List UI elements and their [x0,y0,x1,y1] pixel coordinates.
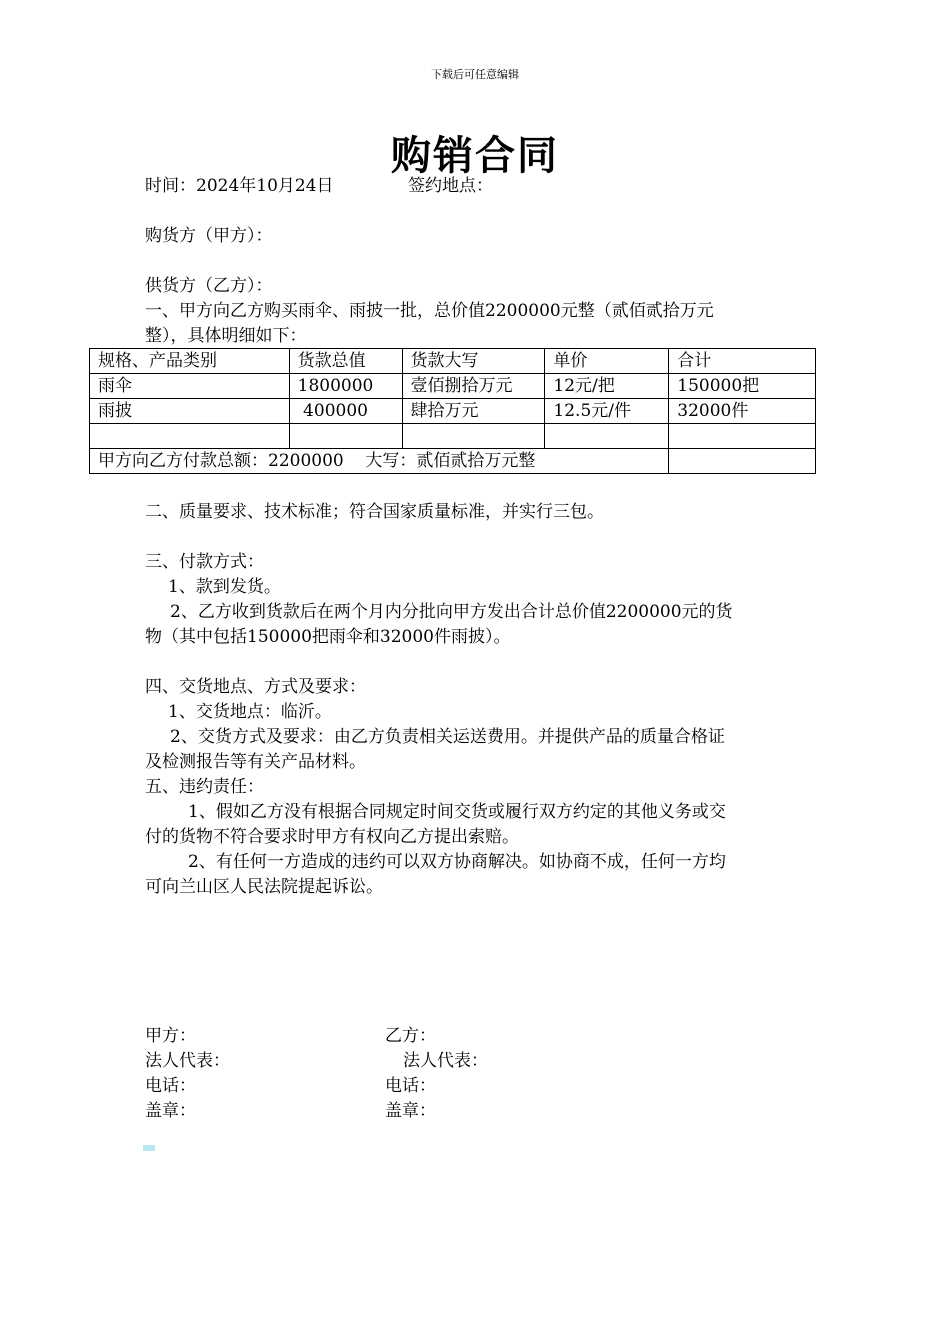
table-header-row [90,349,816,374]
table-cell: 400000 [289,399,402,424]
header-note: 下载后可任意编辑 [431,68,519,81]
table-total-row [90,449,816,474]
signing-location-label: 签约地点： [408,176,493,196]
party-b-seal: 盖章： [385,1101,436,1121]
table-header-cell: 货款大写 [402,349,545,374]
table-row [90,424,816,449]
table-cell [545,424,669,449]
section-3-item-1: 1、款到发货。 [168,577,281,597]
section-3-item-2-line-1: 2、乙方收到货款后在两个月内分批向甲方发出合计总价值2200000元的货 [170,602,733,622]
table-cell: 32000件 [669,399,816,424]
table-row [90,374,816,399]
table-row [90,399,816,424]
section-5-item-2-line-1: 2、有任何一方造成的违约可以双方协商解决。如协商不成，任何一方均 [188,852,726,872]
section-5-item-1-line-1: 1、假如乙方没有根据合同规定时间交货或履行双方约定的其他义务或交 [188,802,726,822]
section-3-heading: 三、付款方式： [145,552,264,572]
table-cell: 壹佰捌拾万元 [402,374,545,399]
section-4-item-1: 1、交货地点：临沂。 [168,702,332,722]
table-total-cell: 甲方向乙方付款总额：2200000 大写：贰佰贰拾万元整 [90,449,669,474]
table-cell: 150000把 [669,374,816,399]
table-header-cell: 规格、产品类别 [90,349,290,374]
party-a-label: 甲方： [145,1026,196,1046]
table-cell [90,424,290,449]
table-cell: 12.5元/件 [545,399,669,424]
table-cell: 1800000 [289,374,402,399]
seller-party: 供货方（乙方）： [145,276,273,296]
section-1-line-2: 整），具体明细如下： [145,326,307,346]
section-1-line-1: 一、甲方向乙方购买雨伞、雨披一批，总价值2200000元整（贰佰贰拾万元 [145,301,714,321]
table-cell: 雨披 [90,399,290,424]
party-b-phone: 电话： [385,1076,436,1096]
party-a-seal: 盖章： [145,1101,196,1121]
decorative-marker [143,1145,155,1151]
table-cell: 雨伞 [90,374,290,399]
table-cell [402,424,545,449]
table-header-cell: 合计 [669,349,816,374]
contract-date: 时间：2024年10月24日 [145,176,334,196]
table-total-extra-cell [669,449,816,474]
section-5-heading: 五、违约责任： [145,777,264,797]
section-3-item-2-line-2: 物（其中包括150000把雨伞和32000件雨披）。 [145,627,511,647]
party-b-legal-rep: 法人代表： [403,1051,488,1071]
table-cell [669,424,816,449]
section-5-item-2-line-2: 可向兰山区人民法院提起诉讼。 [145,877,383,897]
table-cell [289,424,402,449]
document-title: 购销合同 [391,133,559,179]
buyer-party: 购货方（甲方）： [145,226,273,246]
section-4-heading: 四、交货地点、方式及要求： [145,677,366,697]
table-cell: 肆拾万元 [402,399,545,424]
party-a-legal-rep: 法人代表： [145,1051,230,1071]
table-header-cell: 货款总值 [289,349,402,374]
party-a-phone: 电话： [145,1076,196,1096]
table-cell: 12元/把 [545,374,669,399]
section-5-item-1-line-2: 付的货物不符合要求时甲方有权向乙方提出索赔。 [145,827,519,847]
goods-table [89,348,816,474]
table-header-cell: 单价 [545,349,669,374]
section-2: 二、质量要求、技术标准；符合国家质量标准，并实行三包。 [145,502,604,522]
section-4-item-2-line-1: 2、交货方式及要求：由乙方负责相关运送费用。并提供产品的质量合格证 [170,727,725,747]
section-4-item-2-line-2: 及检测报告等有关产品材料。 [145,752,366,772]
party-b-label: 乙方： [385,1026,436,1046]
